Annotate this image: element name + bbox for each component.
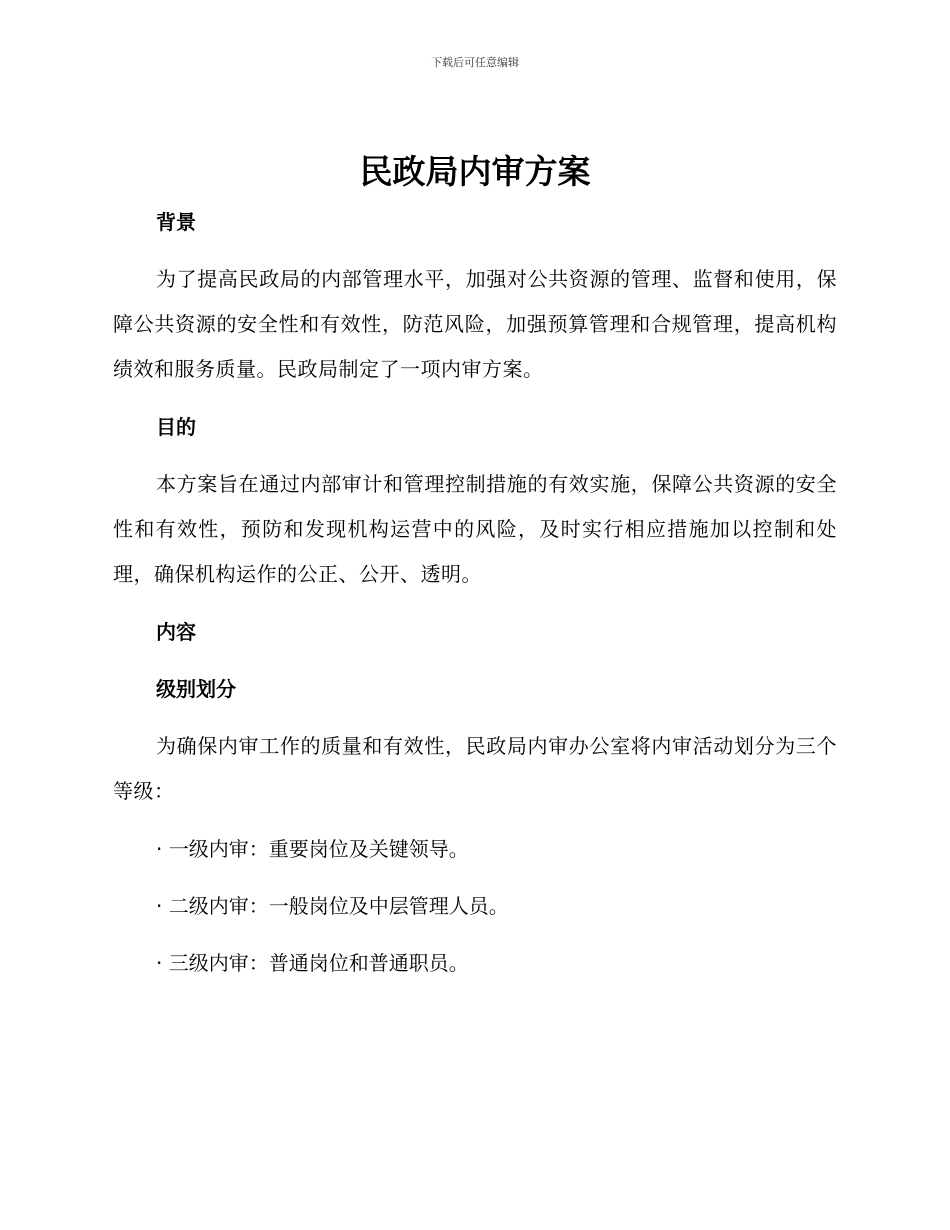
subsection-heading-levels: 级别划分 — [156, 677, 236, 701]
header-note: 下载后可任意编辑 — [431, 56, 519, 69]
section-heading-purpose: 目的 — [156, 415, 196, 439]
document-title: 民政局内审方案 — [359, 152, 591, 191]
section-heading-content: 内容 — [156, 620, 196, 644]
list-item-level-3: · 三级内审：普通岗位和普通职员。 — [156, 951, 469, 975]
section-heading-background: 背景 — [156, 210, 196, 234]
list-item-level-1: · 一级内审：重要岗位及关键领导。 — [156, 837, 469, 861]
purpose-paragraph: 本方案旨在通过内部审计和管理控制措施的有效实施，保障公共资源的安全性和有效性，预防和发现机构运营中的风险，及时实行相应措施加以控制和处理，确保机构运作的公正、公开、透明。 — [113, 472, 837, 586]
levels-paragraph: 为确保内审工作的质量和有效性，民政局内审办公室将内审活动划分为三个等级： — [113, 734, 837, 803]
document-body — [113, 200, 837, 985]
list-item-level-2: · 二级内审：一般岗位及中层管理人员。 — [156, 894, 509, 918]
background-paragraph: 为了提高民政局的内部管理水平，加强对公共资源的管理、监督和使用，保障公共资源的安全性和有效性，防范风险，加强预算管理和合规管理，提高机构绩效和服务质量。民政局制定了一项内审方案。 — [113, 267, 837, 381]
